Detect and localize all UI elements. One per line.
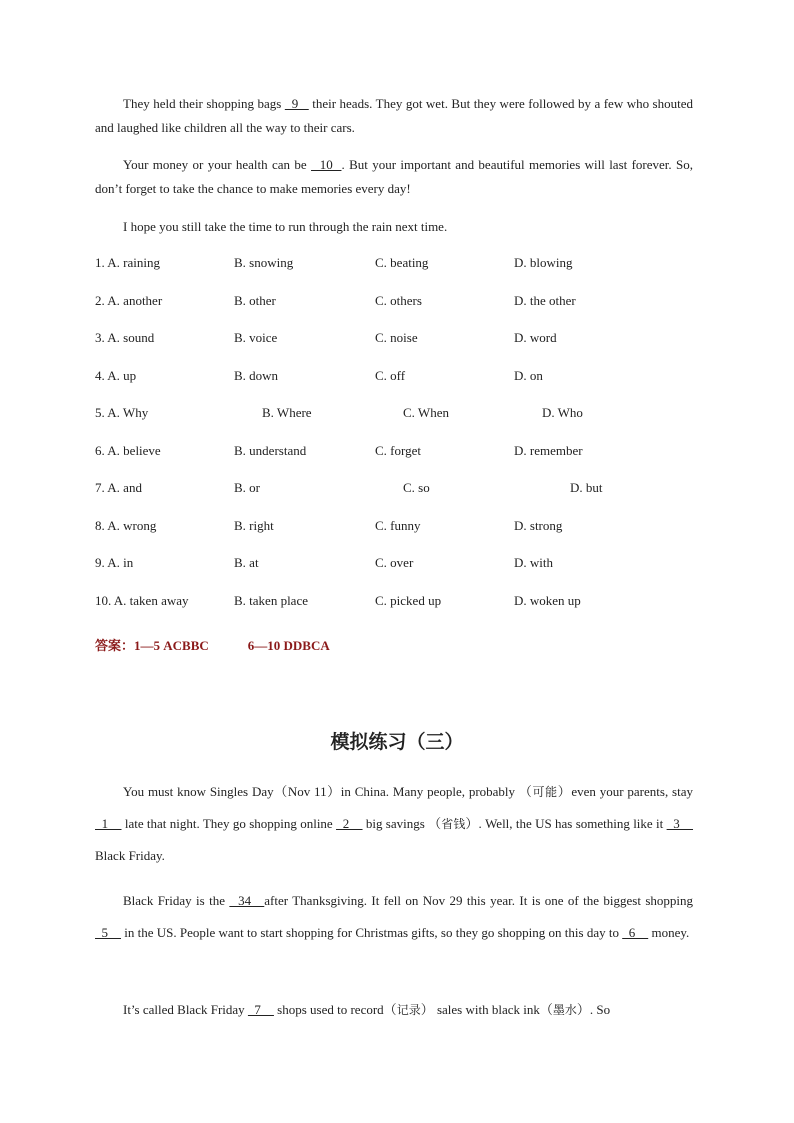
passage-closing-line: I hope you still take the time to run through the rain next time. xyxy=(123,219,448,234)
answer-part-1: 1—5 ACBBC xyxy=(134,638,209,653)
option-a: 9. A. in xyxy=(95,555,134,570)
option-d: D. blowing xyxy=(514,255,573,270)
option-b: B. other xyxy=(234,293,276,308)
blank-5: 5 xyxy=(95,925,121,940)
question-row-8 xyxy=(95,516,695,536)
answer-part-2: 6—10 DDBCA xyxy=(247,638,330,653)
option-a: 1. A. raining xyxy=(95,255,160,270)
option-a: 10. A. taken away xyxy=(95,593,189,608)
blank-3: 3 xyxy=(666,816,694,831)
option-b: B. down xyxy=(234,368,279,383)
option-d: D. remember xyxy=(514,443,583,458)
option-c: C. noise xyxy=(375,330,418,345)
option-a: 8. A. wrong xyxy=(95,518,157,533)
blank-6: 6 xyxy=(622,925,649,940)
question-row-3 xyxy=(95,328,695,348)
option-d: D. Who xyxy=(542,405,583,420)
option-a: 3. A. sound xyxy=(95,330,155,345)
option-d: D. word xyxy=(514,330,557,345)
question-row-9 xyxy=(95,553,695,573)
option-b: B. voice xyxy=(234,330,278,345)
chinese-gloss: 记录 xyxy=(396,1003,421,1017)
option-a: 6. A. believe xyxy=(95,443,161,458)
answer-label: 答案： xyxy=(95,639,135,654)
option-b: B. at xyxy=(234,555,259,570)
passage-paragraph-9 xyxy=(95,92,693,140)
text-segment: after Thanksgiving. It fell on Nov 29 this year. It is one of the biggest shopping xyxy=(264,893,693,908)
question-row-5 xyxy=(95,403,695,423)
option-b: B. Where xyxy=(262,405,312,420)
new-passage-paragraph-3 xyxy=(95,994,693,1026)
blank-1: 1 xyxy=(95,816,122,831)
text-segment: in the US. People want to start shopping for Christmas gifts, so they go shopping on this day to xyxy=(121,925,623,940)
option-d: D. on xyxy=(514,368,543,383)
option-d: D. with xyxy=(514,555,553,570)
text-segment: They held their shopping bags xyxy=(123,96,285,111)
option-a: 7. A. and xyxy=(95,480,142,495)
chinese-gloss: 省钱 xyxy=(441,817,466,831)
blank-9: 9 xyxy=(284,96,309,111)
chinese-gloss: 可能 xyxy=(532,785,558,799)
option-b: B. right xyxy=(234,518,274,533)
text-segment: . But your important and beautiful memories will last forever. So, don’t forget to take the chance to make memories every day! xyxy=(95,157,694,196)
option-b: B. snowing xyxy=(234,255,294,270)
text-segment: ）. So xyxy=(576,1002,611,1017)
new-passage-paragraph-1 xyxy=(95,776,693,872)
text-segment: ）even your parents, stay xyxy=(557,784,693,799)
question-row-10 xyxy=(95,591,695,611)
question-row-2 xyxy=(95,291,695,311)
option-c: C. funny xyxy=(375,518,421,533)
option-b: B. taken place xyxy=(234,593,308,608)
text-segment: late that night. They go shopping online xyxy=(121,816,337,831)
blank-10: 10 xyxy=(311,157,342,172)
option-c: C. others xyxy=(375,293,422,308)
question-row-1 xyxy=(95,253,695,273)
text-segment: You must know Singles Day（Nov 11）in China. Many people, probably （ xyxy=(123,784,533,799)
option-c: C. forget xyxy=(375,443,421,458)
text-segment: ） sales with black ink（ xyxy=(420,1002,553,1017)
new-passage-paragraph-2 xyxy=(95,885,693,949)
option-c: C. beating xyxy=(375,255,429,270)
option-d: D. but xyxy=(570,480,603,495)
text-segment: It’s called Black Friday xyxy=(123,1002,248,1017)
option-b: B. understand xyxy=(234,443,307,458)
section-title: 模拟练习（三） xyxy=(330,731,464,753)
option-d: D. strong xyxy=(514,518,563,533)
blank-7: 7 xyxy=(247,1002,274,1017)
option-d: D. woken up xyxy=(514,593,581,608)
text-segment: Your money or your health can be xyxy=(123,157,312,172)
answer-key xyxy=(95,636,330,657)
option-c: C. over xyxy=(375,555,414,570)
question-row-4 xyxy=(95,366,695,386)
text-segment: their heads. They got wet. But they were followed by a few who shouted and laughed like children all the way to their cars. xyxy=(95,96,694,135)
option-a: 5. A. Why xyxy=(95,405,149,420)
option-c: C. so xyxy=(403,480,430,495)
option-c: C. picked up xyxy=(375,593,442,608)
text-segment: money. xyxy=(648,925,690,940)
question-row-7 xyxy=(95,478,695,498)
text-segment: big savings （ xyxy=(362,816,442,831)
option-c: C. When xyxy=(403,405,449,420)
blank-2: 2 xyxy=(336,816,363,831)
option-b: B. or xyxy=(234,480,260,495)
question-row-6 xyxy=(95,441,695,461)
chinese-gloss: 墨水 xyxy=(552,1003,577,1017)
option-d: D. the other xyxy=(514,293,576,308)
text-segment: shops used to record（ xyxy=(273,1002,397,1017)
text-segment: Black Friday is the xyxy=(123,893,230,908)
blank-34: 34 xyxy=(229,893,265,908)
option-a: 2. A. another xyxy=(95,293,163,308)
option-a: 4. A. up xyxy=(95,368,137,383)
passage-paragraph-10 xyxy=(95,153,693,201)
text-segment: Black Friday. xyxy=(95,848,165,863)
text-segment: ）. Well, the US has something like it xyxy=(465,816,667,831)
option-c: C. off xyxy=(375,368,406,383)
